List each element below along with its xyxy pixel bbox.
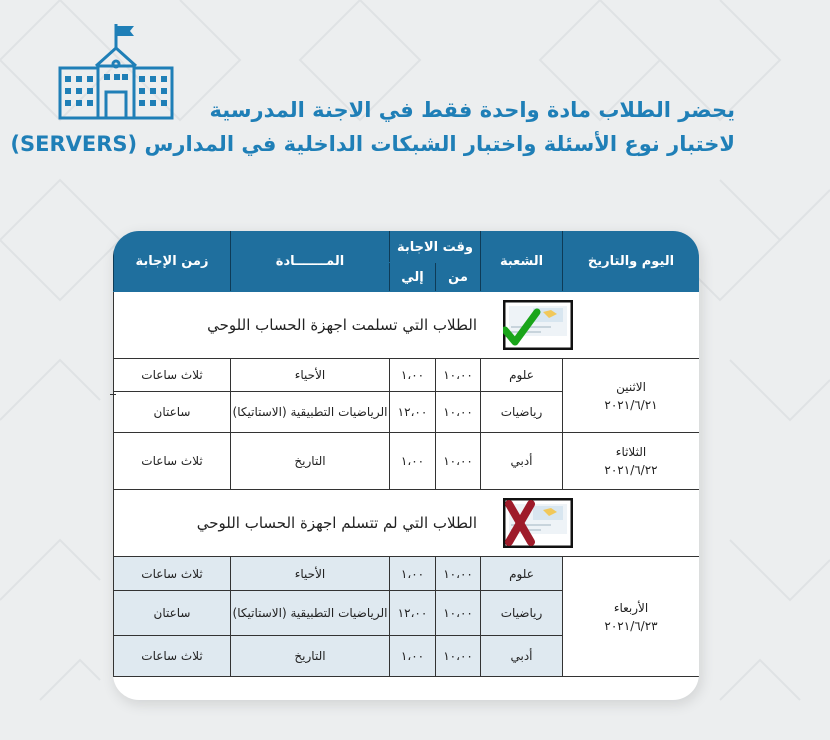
header-day-date: اليوم والتاريخ [563, 232, 699, 292]
day-name: الاثنين [616, 379, 646, 394]
day-cell-tuesday [563, 433, 699, 490]
duration-cell: ثلاث ساعات [114, 636, 231, 677]
heading-line-1: يحضر الطلاب مادة واحدة فقط في الاجنة المدرسية [209, 98, 735, 122]
subject-cell: الرياضيات التطبيقية (الاستاتيكا) [231, 591, 390, 636]
from-cell: ١٠،٠٠ [436, 557, 481, 591]
header-branch: الشعبة [481, 232, 563, 292]
section-received [114, 292, 700, 359]
header-subject: المـــــــادة [231, 232, 390, 292]
section-not-received-text: الطلاب التي لم تتسلم اجهزة الحساب اللوحي [196, 514, 478, 532]
to-cell: ١٢،٠٠ [390, 392, 436, 433]
section-received-text: الطلاب التي تسلمت اجهزة الحساب اللوحي [207, 316, 478, 334]
divider [110, 394, 116, 395]
to-cell: ١،٠٠ [390, 359, 436, 392]
from-cell: ١٠،٠٠ [436, 433, 481, 490]
header-from: من [436, 263, 481, 292]
subject-cell: التاريخ [231, 636, 390, 677]
to-cell: ١،٠٠ [390, 433, 436, 490]
schedule-card [113, 231, 699, 700]
day-name: الثلاثاء [615, 445, 647, 459]
day-date: ٢٠٢١/٦/٢١ [604, 397, 658, 412]
header-duration: زمن الإجابة [114, 232, 231, 292]
from-cell: ١٠،٠٠ [436, 591, 481, 636]
section-not-received [114, 490, 700, 557]
tablet-screenshot-icon [503, 498, 573, 548]
header-answer-time: وقت الاجابة [390, 232, 481, 263]
duration-cell: ساعتان [114, 392, 231, 433]
subject-cell: الأحياء [231, 359, 390, 392]
heading-line-2: لاختبار نوع الأسئلة واختبار الشبكات الداخلية في المدارس (SERVERS) [10, 132, 735, 156]
branch-cell: رياضيات [481, 392, 563, 433]
schedule-table [113, 231, 699, 677]
branch-cell: علوم [481, 557, 563, 591]
day-cell-monday [563, 359, 699, 433]
to-cell: ١،٠٠ [390, 636, 436, 677]
duration-cell: ثلاث ساعات [114, 359, 231, 392]
day-name: الأربعاء [613, 600, 649, 615]
duration-cell: ثلاث ساعات [114, 433, 231, 490]
branch-cell: أدبي [481, 433, 563, 490]
to-cell: ١،٠٠ [390, 557, 436, 591]
branch-cell: رياضيات [481, 591, 563, 636]
branch-cell: علوم [481, 359, 563, 392]
subject-cell: الأحياء [231, 557, 390, 591]
duration-cell: ساعتان [114, 591, 231, 636]
to-cell: ١٢،٠٠ [390, 591, 436, 636]
branch-cell: أدبي [481, 636, 563, 677]
from-cell: ١٠،٠٠ [436, 359, 481, 392]
from-cell: ١٠،٠٠ [436, 392, 481, 433]
day-cell-wednesday [563, 557, 699, 677]
subject-cell: التاريخ [231, 433, 390, 490]
day-date: ٢٠٢١/٦/٢٣ [604, 618, 658, 633]
duration-cell: ثلاث ساعات [114, 557, 231, 591]
subject-cell: الرياضيات التطبيقية (الاستاتيكا) [231, 392, 390, 433]
day-date: ٢٠٢١/٦/٢٢ [604, 463, 658, 477]
tablet-screenshot-icon [503, 300, 573, 350]
from-cell: ١٠،٠٠ [436, 636, 481, 677]
header-to: إلي [390, 263, 436, 292]
